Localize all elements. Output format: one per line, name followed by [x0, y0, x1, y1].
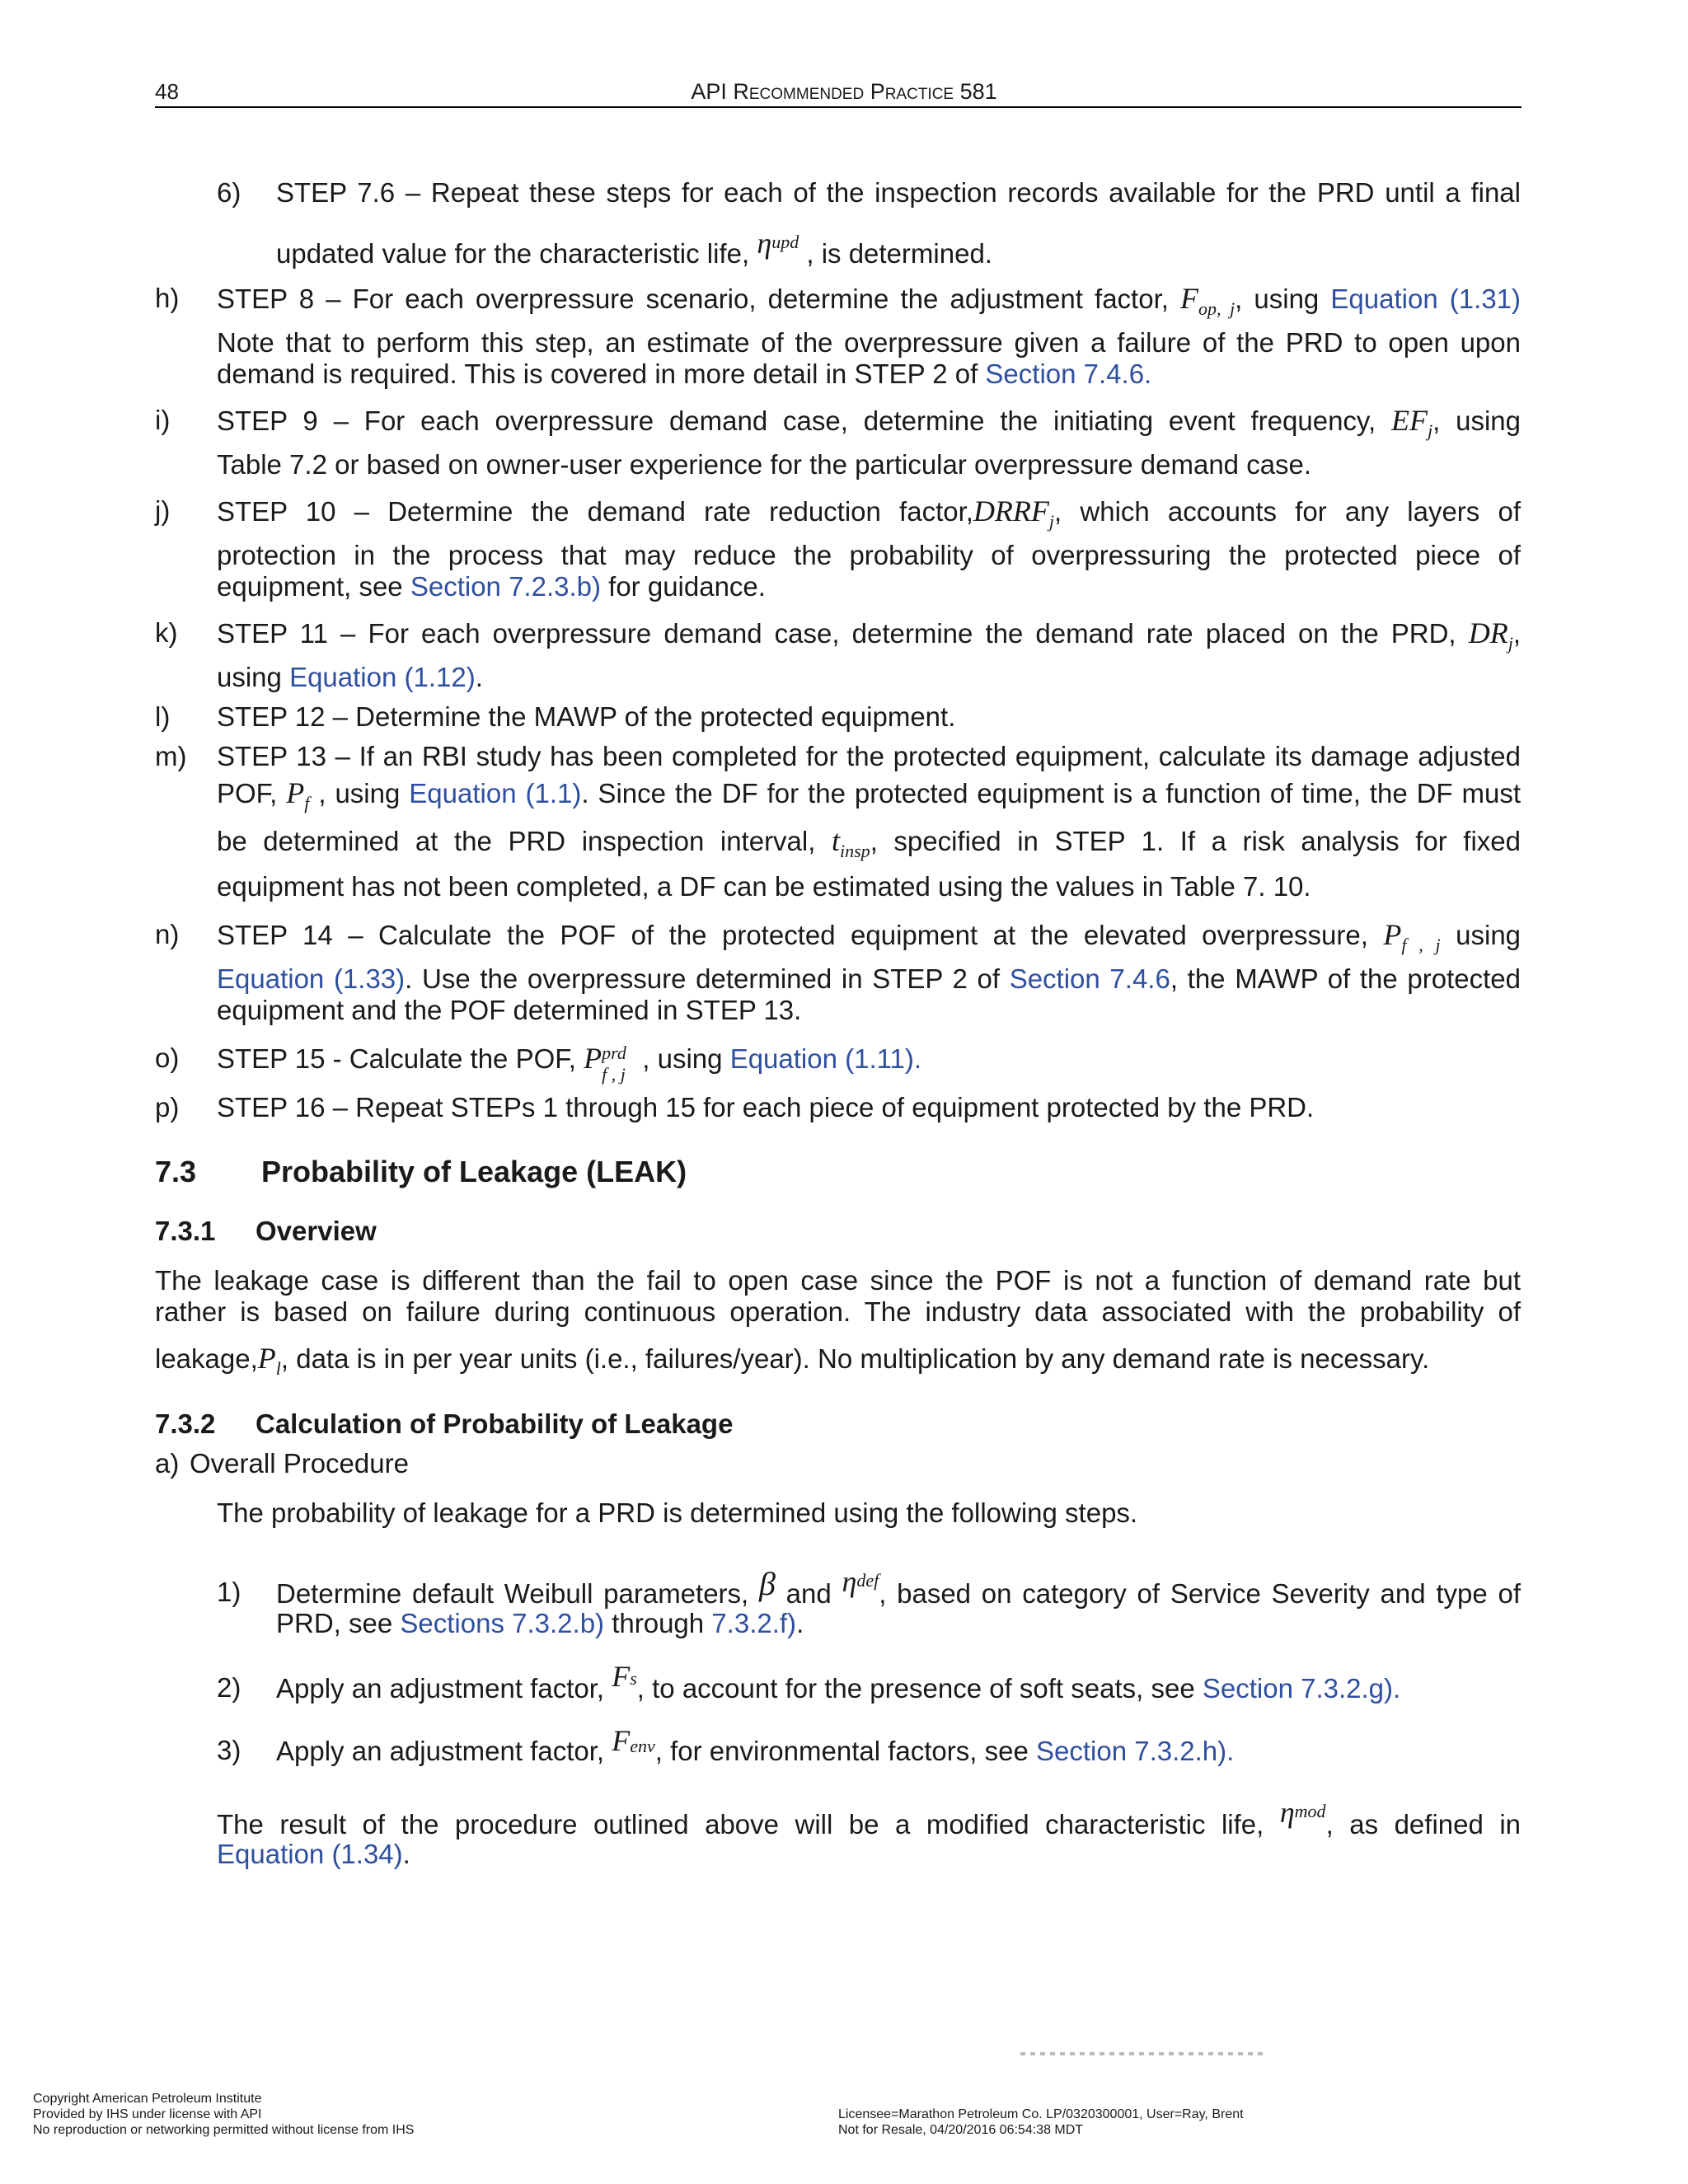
list-label: p): [155, 1092, 180, 1122]
equation-link[interactable]: Equation (1.11).: [729, 1043, 922, 1074]
subsection-number: 7.3.1: [155, 1216, 216, 1246]
list-label: j): [155, 495, 171, 526]
paragraph-line: The probability of leakage for a PRD is determined using the following steps.: [217, 1497, 1138, 1528]
beta-symbol: β: [758, 1565, 776, 1602]
list-label: 6): [217, 177, 241, 208]
paragraph-line: STEP 9 – For each overpressure demand case, determine the initiating event frequency, $EF_j$, using: [217, 404, 1521, 441]
list-label: 1): [217, 1577, 241, 1607]
paragraph-line: STEP 16 – Repeat STEPs 1 through 15 for each piece of equipment protected by the PRD.: [217, 1092, 1315, 1122]
paragraph-line: Apply an adjustment factor, $F_{env}$, for environmental factors, see Section 7.3.2.h).: [276, 1724, 1235, 1766]
paragraph-line: be determined at the PRD inspection interval, $t_{insp}$, specified in STEP 1. If a risk analysis for fixed: [217, 824, 1521, 861]
paragraph-line: Equation (1.33). Use the overpressure determined in STEP 2 of Section 7.4.6, the MAWP of the protected: [217, 963, 1522, 994]
footer-copyright: Copyright American Petroleum Institute: [33, 2092, 262, 2106]
list-label: 3): [217, 1735, 241, 1765]
section-number: 7.3: [155, 1155, 197, 1188]
footer-licensee: Licensee=Marathon Petroleum Co. LP/0320300001, User=Ray, Brent: [838, 2107, 1244, 2121]
paragraph-line: equipment, see Section 7.2.3.b) for guidance.: [217, 571, 766, 602]
paragraph-line: Apply an adjustment factor, $F_s$, to account for the presence of soft seats, see Section 7.3.2.g).: [276, 1660, 1401, 1704]
paragraph-line: $leakage,P_l$, data is in per year units (i.e., failures/year). No multiplication by any demand rate is necessary.: [155, 1342, 1430, 1379]
dr-j-symbol: $DR_j$: [1468, 616, 1513, 654]
subsection-heading: Calculation of Probability of Leakage: [256, 1408, 734, 1439]
scan-artifact: [1020, 2052, 1268, 2055]
eta-mod-symbol: $\eta_{mod}$: [1279, 1796, 1326, 1829]
paragraph-line: protection in the process that may reduce the probability of overpressuring the protected piece of: [217, 540, 1521, 570]
paragraph-line: rather is based on failure during continuous operation. The industry data associated with the probability of: [155, 1296, 1521, 1327]
equation-link[interactable]: Equation (1.34): [217, 1839, 403, 1869]
list-label: 2): [217, 1672, 241, 1703]
equation-link[interactable]: Equation (1.1): [409, 778, 582, 808]
page-number: 48: [155, 79, 179, 104]
footer-resale: Not for Resale, 04/20/2016 06:54:38 MDT: [838, 2123, 1084, 2137]
header-rule: [155, 106, 1522, 108]
paragraph-line: STEP 7.6 – Repeat these steps for each of the inspection records available for the PRD until a final: [276, 177, 1521, 208]
t-insp-symbol: $t_{insp}$: [831, 824, 870, 861]
paragraph-line: Table 7.2 or based on owner-user experience for the particular overpressure demand case.: [217, 449, 1312, 480]
paragraph-line: STEP 11 – For each overpressure demand case, determine the demand rate placed on the PRD, $DR_j$,: [217, 616, 1521, 654]
section-link[interactable]: Section 7.3.2.h): [1035, 1736, 1227, 1766]
paragraph-line: STEP 14 – Calculate the POF of the protected equipment at the elevated overpressure, $P_{f , j}$ using: [217, 918, 1522, 955]
ef-j-symbol: $EF_j$: [1390, 404, 1433, 441]
paragraph-line: The result of the procedure outlined above will be a modified characteristic life, $\eta_{mod}$, as defined in: [217, 1796, 1522, 1840]
footer-provider: Provided by IHS under license with API: [33, 2107, 262, 2121]
paragraph-line: using Equation (1.12).: [217, 662, 483, 692]
eta-upd-symbol: $\eta_{upd}$: [757, 227, 799, 260]
paragraph-line: STEP 13 – If an RBI study has been completed for the protected equipment, calculate its damage adjusted: [217, 741, 1521, 771]
equation-link[interactable]: Equation (1.31): [1330, 284, 1522, 314]
paragraph-line: demand is required. This is covered in more detail in STEP 2 of Section 7.4.6.: [217, 359, 1152, 389]
subsection-subheading: Overall Procedure: [190, 1448, 409, 1479]
paragraph-line: Determine default Weibull parameters, β and $\eta_{def}$, based on category of Service Severity and type of: [276, 1565, 1521, 1609]
paragraph-line: equipment has not been completed, a DF can be estimated using the values in Table 7. 10.: [217, 871, 1311, 902]
list-label: h): [155, 283, 180, 313]
equation-link[interactable]: Equation (1.33): [217, 963, 406, 994]
list-label: o): [155, 1043, 180, 1073]
drrf-j-symbol: $DRRF_j$: [973, 494, 1055, 532]
paragraph-line: updated value for the characteristic life, $\eta_{upd}$ , is determined.: [276, 227, 992, 269]
subsection-heading: Overview: [256, 1216, 377, 1246]
paragraph-line: equipment and the POF determined in STEP 13.: [217, 995, 802, 1025]
p-l-symbol: $P_l$: [257, 1342, 281, 1379]
section-link[interactable]: 7.3.2.f): [711, 1608, 797, 1638]
list-label: k): [155, 617, 178, 648]
paragraph-line: STEP 8 – For each overpressure scenario, determine the adjustment factor, $F_{op, j}$, using Equation (1.31): [217, 282, 1522, 319]
paragraph-line: STEP 12 – Determine the MAWP of the protected equipment.: [217, 701, 956, 732]
f-env-symbol: $F_{env}$: [612, 1724, 655, 1757]
list-label: i): [155, 405, 171, 435]
section-link[interactable]: Section 7.4.6: [1009, 963, 1170, 994]
section-link[interactable]: Sections 7.3.2.b): [400, 1608, 605, 1638]
list-label: l): [155, 701, 171, 732]
p-f-j-symbol: $P_{f , j}$: [1383, 918, 1441, 955]
running-header: API Recommended Practice 581: [691, 79, 997, 104]
section-link[interactable]: Section 7.2.3.b): [410, 571, 601, 602]
paragraph-line: Note that to perform this step, an estimate of the overpressure given a failure of the PRD to open upon: [217, 327, 1521, 358]
paragraph-line: PRD, see Sections 7.3.2.b) through 7.3.2.f).: [276, 1608, 804, 1638]
section-heading: Probability of Leakage (LEAK): [261, 1155, 687, 1188]
f-op-j-symbol: $F_{op, j}$: [1180, 282, 1236, 319]
p-f-symbol: $P_f$: [286, 776, 310, 813]
paragraph-line: STEP 15 - Calculate the POF, P prd f , j , using Equation (1.11).: [217, 1042, 922, 1085]
section-link[interactable]: Section 7.4.6.: [985, 359, 1152, 389]
list-label: n): [155, 919, 180, 949]
list-label: m): [155, 741, 187, 771]
paragraph-line: POF, $P_f$ , using Equation (1.1). Since the DF for the protected equipment is a function of time, the DF must: [217, 776, 1522, 813]
footer-reproduction: No reproduction or networking permitted without license from IHS: [33, 2123, 415, 2137]
f-s-symbol: $F_s$: [612, 1660, 637, 1693]
eta-def-symbol: $\eta_{def}$: [842, 1565, 879, 1598]
paragraph-line: STEP 10 – Determine the demand rate reduction $factor,DRRF_j$, which accounts for any layers of: [217, 494, 1521, 532]
p-prd-f-j-symbol: P prd f , j: [584, 1042, 626, 1085]
equation-link[interactable]: Equation (1.12): [289, 662, 476, 692]
subsection-number: 7.3.2: [155, 1408, 216, 1439]
paragraph-line: The leakage case is different than the fail to open case since the POF is not a function of demand rate but: [155, 1265, 1521, 1296]
list-label: a): [155, 1448, 180, 1479]
paragraph-line: Equation (1.34).: [217, 1839, 410, 1869]
section-link[interactable]: Section 7.3.2.g): [1202, 1673, 1394, 1704]
